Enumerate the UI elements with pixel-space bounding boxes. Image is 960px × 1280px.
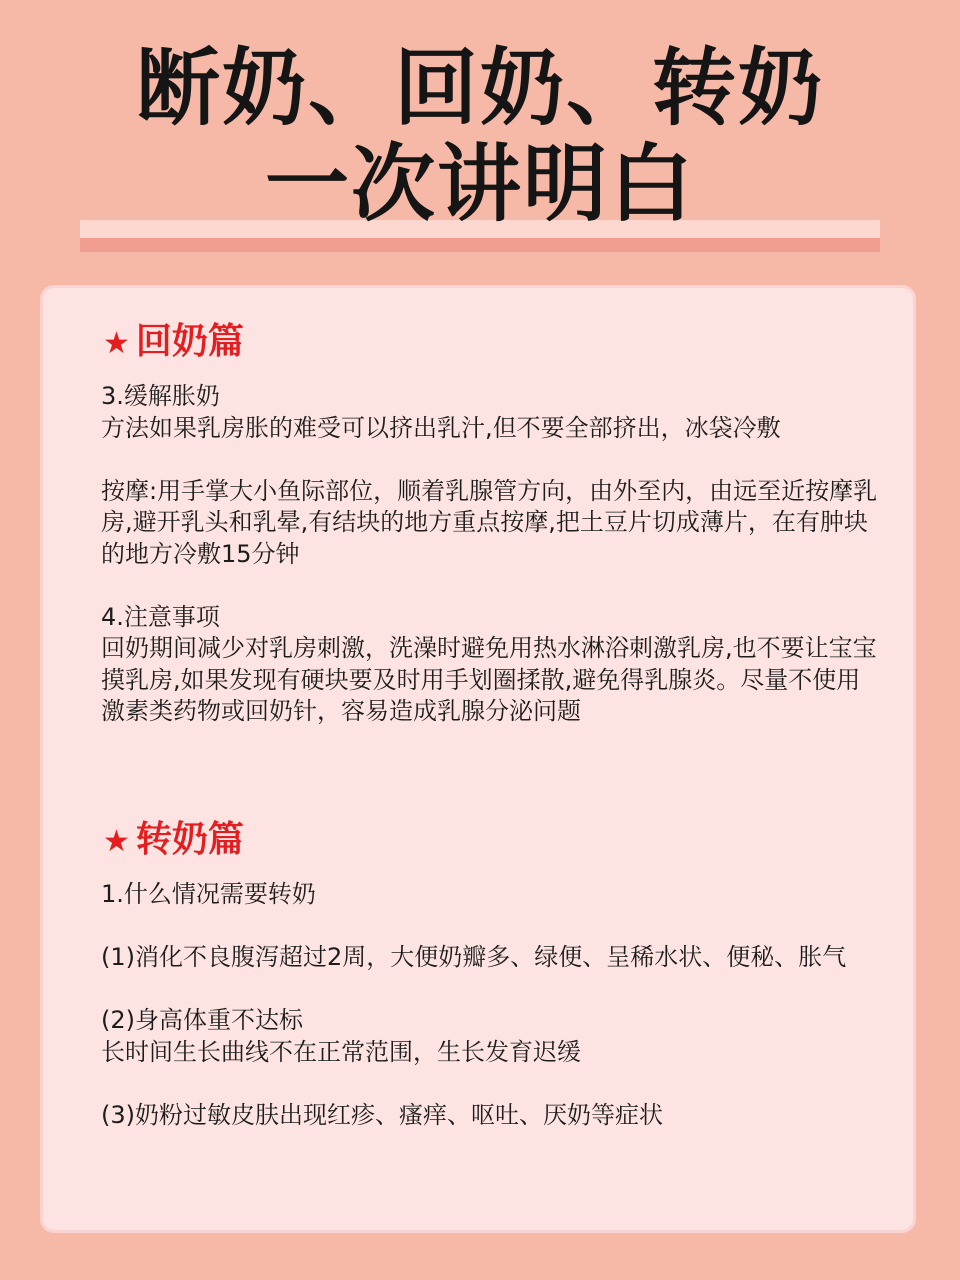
paragraph: 长时间生长曲线不在正常范围，生长发育迟缓: [101, 1037, 581, 1066]
paragraph-gap: [101, 974, 881, 1006]
paragraph: 按摩:用手掌大小鱼际部位，顺着乳腺管方向，由外至内，由远至近按摩乳房,避开乳头和乳晕,有结块的地方重点按摩,把土豆片切成薄片，在有肿块的地方冷敷15分钟: [101, 476, 878, 568]
paragraph: 1.什么情况需要转奶: [101, 880, 316, 908]
section-heading-zhuannai: [103, 818, 244, 864]
paragraph-gap: [101, 444, 881, 476]
section-heading-label: 转奶篇: [135, 819, 244, 860]
section-heading-huinai: [103, 320, 244, 366]
section-body-huinai: [101, 381, 881, 728]
star-icon: ★: [103, 326, 130, 361]
paragraph: 4.注意事项: [101, 602, 220, 631]
paragraph: (3)奶粉过敏皮肤出现红疹、瘙痒、呕吐、厌奶等症状: [101, 1100, 663, 1129]
title-underline-dark: [80, 238, 880, 252]
star-icon: ★: [103, 824, 130, 859]
paragraph-gap: [101, 911, 881, 943]
paragraph-gap: [101, 570, 881, 602]
paragraph-gap: [101, 1068, 881, 1100]
paragraph: 方法如果乳房胀的难受可以挤出乳汁,但不要全部挤出，冰袋冷敷: [101, 413, 781, 442]
content-card: [40, 285, 916, 1233]
paragraph: 回奶期间减少对乳房刺激，洗澡时避免用热水淋浴刺激乳房,也不要让宝宝摸乳房,如果发现有硬块要及时用手划圈揉散,避免得乳腺炎。尽量不使用激素类药物或回奶针，容易造成乳腺分泌问题: [101, 634, 877, 725]
paragraph: (1)消化不良腹泻超过2周，大便奶瓣多、绿便、呈稀水状、便秘、胀气: [101, 943, 847, 971]
paragraph: (2)身高体重不达标: [101, 1006, 303, 1034]
title-block: [0, 40, 960, 232]
page-title-line-1: 断奶、回奶、转奶: [135, 39, 824, 137]
paragraph: 3.缓解胀奶: [101, 382, 220, 410]
page-title-line-2: 一次讲明白: [264, 135, 695, 233]
section-heading-label: 回奶篇: [135, 321, 244, 362]
section-body-zhuannai: [101, 879, 881, 1131]
